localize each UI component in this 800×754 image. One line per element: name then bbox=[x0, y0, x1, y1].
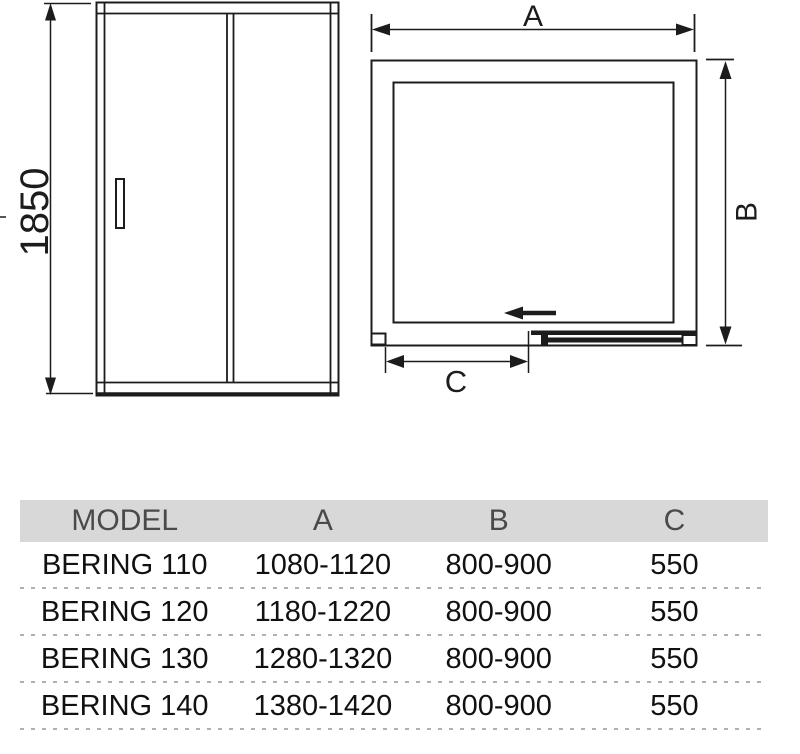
header-b: B bbox=[488, 504, 509, 537]
cell-a: 1280-1320 bbox=[253, 643, 393, 675]
arrowhead-down-icon bbox=[45, 378, 56, 396]
arrowhead-left-icon bbox=[504, 307, 523, 320]
cell-a: 1180-1220 bbox=[254, 596, 392, 628]
front-view bbox=[0, 3, 339, 396]
cell-b: 800-900 bbox=[445, 690, 552, 722]
cell-b: 800-900 bbox=[445, 549, 552, 581]
plan-wall-outer bbox=[372, 61, 697, 346]
plan-width-dimension-label: A bbox=[522, 0, 544, 33]
slide-direction-arrow bbox=[504, 307, 556, 320]
plan-width-dimension bbox=[372, 0, 695, 52]
cell-model: BERING 140 bbox=[40, 690, 209, 722]
wall-profile-cap bbox=[372, 334, 386, 345]
door-panel-bar bbox=[531, 331, 696, 336]
plan-view bbox=[372, 0, 764, 399]
arrowhead-up-icon bbox=[45, 3, 56, 21]
table-row bbox=[20, 589, 768, 636]
arrowhead-down-icon bbox=[720, 327, 732, 345]
cell-c: 550 bbox=[650, 643, 699, 675]
header-a: A bbox=[312, 504, 333, 537]
table-row bbox=[20, 542, 768, 589]
door-track-bar bbox=[548, 338, 683, 343]
cell-b: 800-900 bbox=[445, 596, 552, 628]
cell-c: 550 bbox=[650, 549, 699, 581]
front-frame-outer bbox=[97, 3, 339, 396]
plan-door-dimension bbox=[386, 331, 529, 399]
cell-a: 1380-1420 bbox=[253, 690, 393, 722]
door-handle-block bbox=[541, 335, 548, 345]
cell-a: 1080-1120 bbox=[254, 549, 392, 581]
cell-c: 550 bbox=[650, 596, 699, 628]
plan-wall-inner bbox=[394, 83, 674, 323]
door-end-cap bbox=[683, 335, 697, 345]
arrowhead-left-icon bbox=[386, 355, 404, 368]
spec-table bbox=[20, 500, 768, 730]
spec-table-header-row bbox=[20, 500, 768, 542]
header-model: MODEL bbox=[71, 504, 179, 537]
cell-model: BERING 130 bbox=[40, 643, 209, 675]
cell-b: 800-900 bbox=[445, 643, 552, 675]
arrowhead-right-icon bbox=[676, 24, 694, 36]
sliding-door-plan bbox=[531, 331, 697, 346]
front-height-dimension bbox=[0, 3, 93, 395]
arrowhead-up-icon bbox=[720, 61, 732, 79]
front-height-dimension-label: 1850 bbox=[13, 167, 57, 257]
door-handle bbox=[116, 179, 124, 228]
table-row bbox=[20, 636, 768, 683]
header-c: C bbox=[663, 504, 686, 537]
table-row bbox=[20, 683, 768, 730]
cell-model: BERING 110 bbox=[41, 549, 208, 581]
arrowhead-right-icon bbox=[510, 355, 528, 368]
cell-c: 550 bbox=[650, 690, 699, 722]
arrowhead-left-icon bbox=[372, 24, 390, 36]
plan-depth-dimension-label: B bbox=[730, 201, 764, 223]
plan-depth-dimension bbox=[706, 60, 764, 346]
plan-door-dimension-label: C bbox=[444, 364, 468, 399]
cell-model: BERING 120 bbox=[40, 596, 209, 628]
